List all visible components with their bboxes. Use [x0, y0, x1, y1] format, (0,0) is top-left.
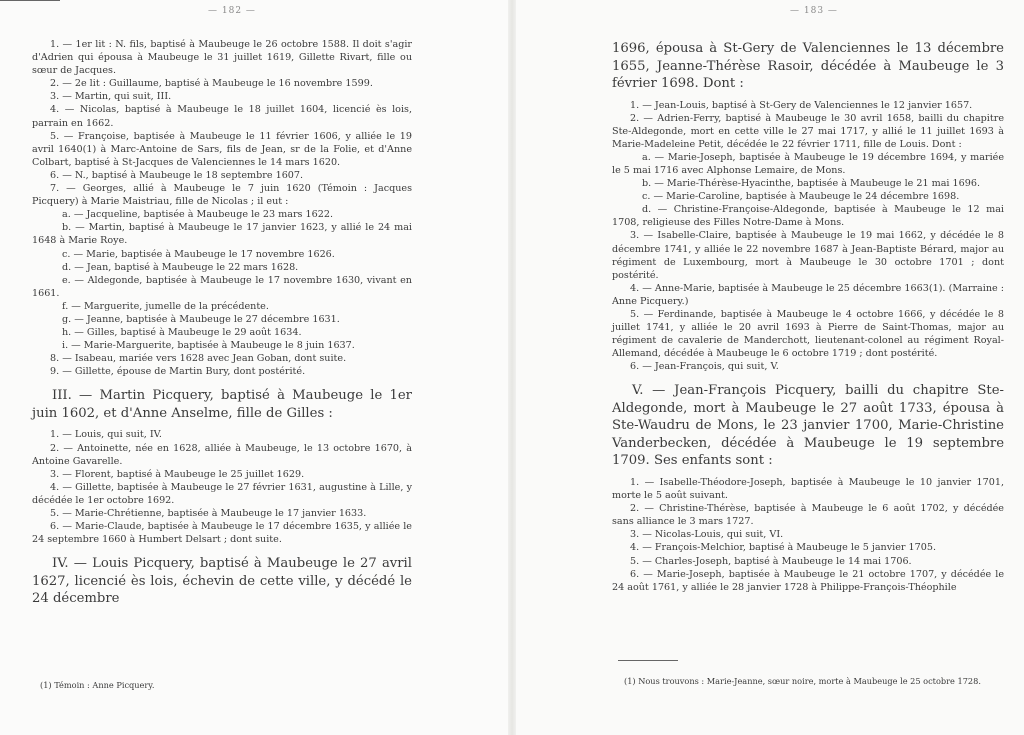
entry: 6. — Marie-Claude, baptisée à Maubeuge le 17 décembre 1635, y alliée le 24 septembre 1660 à Humbert Delsart ; dont suite. [32, 521, 412, 546]
footnote-rule [618, 660, 678, 661]
entry: 1. — Isabelle-Théodore-Joseph, baptisée à Maubeuge le 10 janvier 1701, morte le 5 août suivant. [612, 476, 1004, 502]
entry: 4. — François-Melchior, baptisé à Maubeuge le 5 janvier 1705. [630, 542, 936, 554]
entry: 7. — Georges, allié à Maubeuge le 7 juin 1620 (Témoin : Jacques Picquery) à Marie Maistriau, fille de Nicolas ; il eut : [32, 183, 412, 208]
entry: 6. — N., baptisé à Maubeuge le 18 septembre 1607. [50, 169, 304, 181]
sub-entry: h. — Gilles, baptisé à Maubeuge le 29 août 1634. [62, 327, 302, 339]
footnote-rule [0, 0, 60, 1]
sub-entry: b. — Marie-Thérèse-Hyacinthe, baptisée à Maubeuge le 21 mai 1696. [642, 178, 981, 190]
generation-heading-iv: IV. — Louis Picquery, baptisé à Maubeuge le 27 avril 1627, licencié ès lois, échevin de cette ville, y décédé le 24 décembre [32, 556, 412, 607]
entry: 9. — Gillette, épouse de Martin Bury, dont postérité. [50, 366, 306, 378]
entry: 4. — Gillette, baptisée à Maubeuge le 27 février 1631, augustine à Lille, y décédée le 1er octobre 1692. [32, 481, 412, 506]
entry: 3. — Nicolas-Louis, qui suit, VI. [630, 529, 784, 541]
left-page-text [32, 38, 412, 608]
entry: 2. — Adrien-Ferry, baptisé à Maubeuge le 30 avril 1658, bailli du chapitre Ste-Aldegonde, mort en cette ville le 27 mai 1717, y allié le 11 juillet 1693 à Marie-Madeleine Petit, décédée le 22 février 1711, fille de Louis. Dont : [612, 112, 1004, 150]
sub-entry: b. — Martin, baptisé à Maubeuge le 17 janvier 1623, y allié le 24 mai 1648 à Marie Roye. [32, 222, 412, 247]
sub-entry: c. — Marie-Caroline, baptisée à Maubeuge le 24 décembre 1698. [642, 191, 960, 203]
sub-entry: d. — Jean, baptisé à Maubeuge le 22 mars 1628. [62, 261, 299, 273]
sub-entry: d. — Christine-Françoise-Aldegonde, baptisée à Maubeuge le 12 mai 1708, religieuse des Filles Notre-Dame à Mons. [612, 204, 1004, 229]
entry: 4. — Nicolas, baptisé à Maubeuge le 18 juillet 1604, licencié ès lois, parrain en 1662. [32, 104, 412, 129]
entry: 1. — Jean-Louis, baptisé à St-Gery de Valenciennes le 12 janvier 1657. [630, 99, 973, 111]
entry: 5. — Françoise, baptisée à Maubeuge le 11 février 1606, y alliée le 19 avril 1640(1) à Marc-Antoine de Sars, fils de Jean, sr de la Folie, et d'Anne Colbart, baptisé à St-Jacques de Valenciennes le 14 mars 1620. [32, 130, 412, 168]
sub-entry: a. — Marie-Joseph, baptisée à Maubeuge le 19 décembre 1694, y mariée le 5 mai 1716 avec Alphonse Lemaire, de Mons. [612, 151, 1004, 176]
entry: 3. — Isabelle-Claire, baptisée à Maubeuge le 19 mai 1662, y décédée le 8 décembre 1741, y alliée le 22 novembre 1687 à Jean-Baptiste Bérard, major au régiment de Luxembourg, mort à Maubeuge le 30 octobre 1701 ; dont postérité. [612, 230, 1004, 281]
entry: 3. — Martin, qui suit, III. [50, 91, 172, 103]
generation-heading-v: V. — Jean-François Picquery, bailli du chapitre Ste-Aldegonde, mort à Maubeuge le 27 août 1733, épousa à Ste-Waudru de Mons, le 23 janvier 1700, Marie-Christine Vanderbecken, décédée à Maubeuge le 19 septembre 1709. Ses enfants sont : [612, 383, 1004, 469]
entry: 4. — Anne-Marie, baptisée à Maubeuge le 25 décembre 1663(1). (Marraine : Anne Picquery.) [612, 282, 1004, 307]
sub-entry: c. — Marie, baptisée à Maubeuge le 17 novembre 1626. [62, 248, 335, 260]
sub-entry: i. — Marie-Marguerite, baptisée à Maubeuge le 8 juin 1637. [62, 340, 355, 352]
sub-entry: a. — Jacqueline, baptisée à Maubeuge le 23 mars 1622. [62, 209, 333, 221]
entry: 2. — Christine-Thérèse, baptisée à Maubeuge le 6 août 1702, y décédée sans alliance le 3 mars 1727. [612, 503, 1004, 528]
generation-heading-iii: III. — Martin Picquery, baptisé à Maubeuge le 1er juin 1602, et d'Anne Anselme, fille de Gilles : [32, 388, 412, 421]
footnote: (1) Témoin : Anne Picquery. [40, 680, 155, 690]
right-page [512, 0, 1024, 735]
sub-entry: e. — Aldegonde, baptisée à Maubeuge le 17 novembre 1630, vivant en 1661. [32, 274, 412, 299]
page-number: — 183 — [790, 6, 838, 16]
entry: 1. — 1er lit : N. fils, baptisé à Maubeuge le 26 octobre 1588. Il doit s'agir d'Adrien qui épousa à Maubeuge le 31 juillet 1619, Gillette Rivart, fille ou sœur de Jacques. [32, 39, 412, 77]
book-gutter [508, 0, 516, 735]
entry: 2. — 2e lit : Guillaume, baptisé à Maubeuge le 16 novembre 1599. [50, 78, 373, 90]
page-number: — 182 — [208, 6, 256, 16]
entry: 5. — Marie-Chrétienne, baptisée à Maubeuge le 17 janvier 1633. [50, 508, 367, 519]
entry: 6. — Jean-François, qui suit, V. [630, 361, 779, 373]
sub-entry: g. — Jeanne, baptisée à Maubeuge le 27 décembre 1631. [62, 313, 340, 325]
entry: 1. — Louis, qui suit, IV. [50, 429, 162, 441]
entry: 2. — Antoinette, née en 1628, alliée à Maubeuge, le 13 octobre 1670, à Antoine Gavarelle. [32, 442, 412, 467]
right-page-text [612, 40, 1004, 594]
sub-entry: f. — Marguerite, jumelle de la précédente. [62, 300, 269, 312]
entry: 5. — Ferdinande, baptisée à Maubeuge le 4 octobre 1666, y décédée le 8 juillet 1741, y alliée le 20 avril 1693 à Pierre de Saint-Thomas, major au régiment de cavalerie de Manderchott, lieutenant-colonel au régiment Royal-Allemand, décédée à Maubeuge le 6 octobre 1719 ; dont postérité. [612, 309, 1004, 360]
entry: 6. — Marie-Joseph, baptisée à Maubeuge le 21 octobre 1707, y décédée le 24 août 1761, y alliée le 28 janvier 1728 à Philippe-François-Théophile [612, 568, 1004, 593]
footnote: (1) Nous trouvons : Marie-Jeanne, sœur noire, morte à Maubeuge le 25 octobre 1728. [624, 676, 981, 686]
entry: 5. — Charles-Joseph, baptisé à Maubeuge le 14 mai 1706. [630, 555, 912, 567]
continuation-text: 1696, épousa à St-Gery de Valenciennes le 13 décembre 1655, Jeanne-Thérèse Rasoir, décédée à Maubeuge le 3 février 1698. Dont : [612, 41, 1004, 91]
entry: 8. — Isabeau, mariée vers 1628 avec Jean Goban, dont suite. [50, 353, 347, 365]
entry: 3. — Florent, baptisé à Maubeuge le 25 juillet 1629. [50, 468, 305, 480]
